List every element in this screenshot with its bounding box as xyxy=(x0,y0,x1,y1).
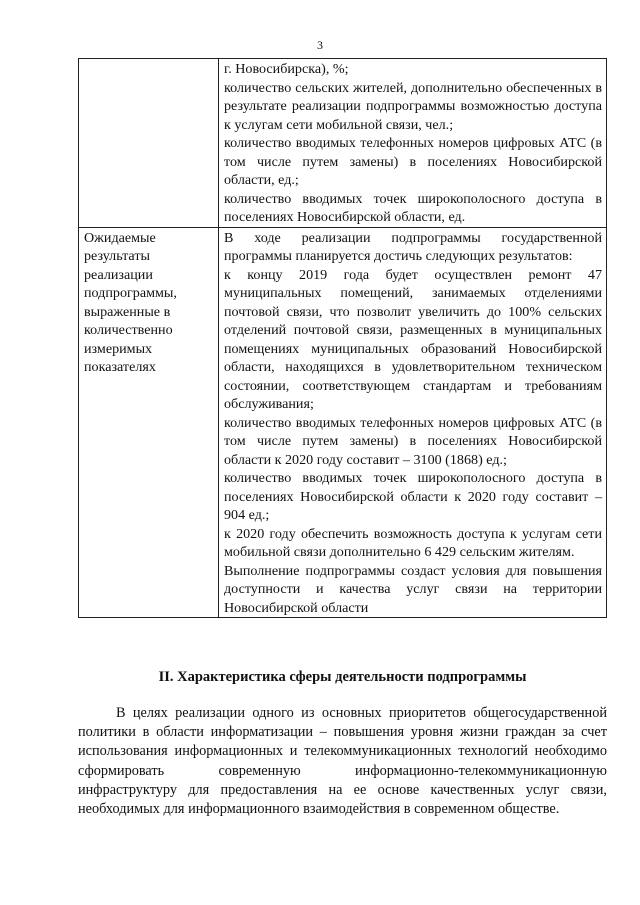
page-number: 3 xyxy=(317,38,323,52)
table-cell-content xyxy=(219,227,607,618)
table-paragraph: количество вводимых телефонных номеров цифровых АТС (в том числе путем замены) в поселениях Новосибирской области к 2020 году составит – 3100 (1868) ед.; xyxy=(224,414,602,468)
table-paragraph: к концу 2019 года будет осуществлен ремонт 47 муниципальных помещений, занимаемых отделениями почтовой связи, что позволит увеличить до 100% сельских отделений почтовой связи, размещенных в муниципальных помещениях муниципальных образований Новосибирской области, находящихся в удовлетворительном техническом состоянии, соответствующем стандартам и требованиям обслуживания; xyxy=(224,266,602,412)
table-paragraph: Выполнение подпрограммы создаст условия для повышения доступности и качества услуг связи на территории Новосибирской области xyxy=(224,562,602,616)
table-paragraph: г. Новосибирска), %; xyxy=(224,61,349,77)
section-heading: II. Характеристика сферы деятельности подпрограммы xyxy=(158,669,527,685)
table-paragraph: к 2020 году обеспечить возможность доступа к услугам сети мобильной связи дополнительно 6 429 сельским жителям. xyxy=(224,525,602,560)
table-paragraph: В ходе реализации подпрограммы государственной программы планируется достичь следующих результатов: xyxy=(224,229,602,264)
body-paragraph: В целях реализации одного из основных приоритетов общегосударственной политики в области информатизации – повышения уровня жизни граждан за счет использования информационных и телекоммуникационных технологий необходимо сформировать современную информационно-телекоммуникационную инфраструктуру для предоставления на ее основе качественных услуг связи, необходимых для информационного взаимодействия в современном обществе. xyxy=(78,705,607,818)
table-paragraph: количество сельских жителей, дополнительно обеспеченных в результате реализации подпрограммы возможностью доступа к услугам сети мобильной связи, чел.; xyxy=(224,79,602,133)
table-cell-content xyxy=(219,59,607,228)
table-cell-label xyxy=(79,59,219,228)
table-paragraph: количество вводимых телефонных номеров цифровых АТС (в том числе путем замены) в поселениях Новосибирской области, ед.; xyxy=(224,135,602,188)
table-cell-label: Ожидаемые результаты реализации подпрограммы, выраженные в количественно измеримых показателях xyxy=(79,227,219,618)
table-paragraph: количество вводимых точек широкополосного доступа в поселениях Новосибирской области к 2020 году составит – 904 ед.; xyxy=(224,470,602,523)
table-row xyxy=(79,227,607,618)
program-passport-table xyxy=(78,58,607,618)
table-row xyxy=(79,59,607,228)
table-paragraph: количество вводимых точек широкополосного доступа в поселениях Новосибирской области, ед. xyxy=(224,190,602,225)
